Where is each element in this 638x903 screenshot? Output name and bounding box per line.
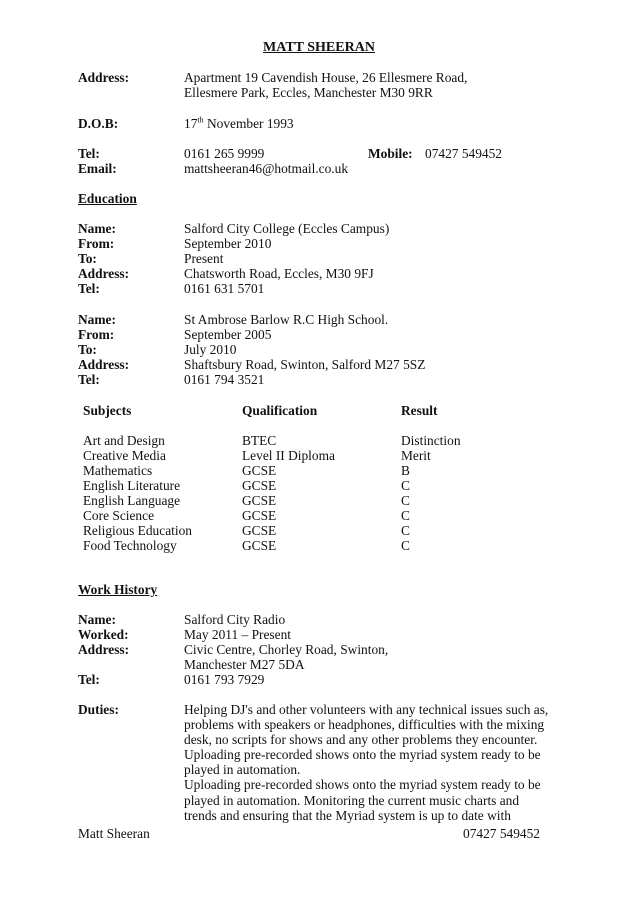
work-tel-label: Tel:: [78, 672, 100, 687]
work-history-heading: Work History: [78, 582, 158, 597]
education-heading: Education: [78, 191, 137, 206]
duties-paragraph: Uploading pre-recorded shows onto the myriad system ready to be played in automation. Monitoring the current music charts and trends and ensuring that the Myriad system is up to date with: [184, 777, 541, 823]
subject-cell: Food Technology: [83, 538, 177, 553]
school-address-label: Address:: [78, 357, 130, 372]
school-tel: 0161 794 3521: [184, 372, 265, 387]
work-worked: May 2011 – Present: [184, 627, 291, 642]
result-cell: C: [401, 493, 410, 508]
school-name-label: Name:: [78, 312, 116, 327]
email-value[interactable]: mattsheeran46@hotmail.co.uk: [184, 161, 349, 176]
dob-suffix: th: [197, 115, 204, 125]
qualification-cell: Level II Diploma: [242, 448, 335, 463]
school-name-label: Name:: [78, 221, 116, 236]
school-to-label: To:: [78, 342, 97, 357]
tel-label: Tel:: [78, 146, 100, 161]
qualification-cell: BTEC: [242, 433, 277, 448]
duties-text: [184, 702, 554, 823]
work-address-line-1: Civic Centre, Chorley Road, Swinton,: [184, 642, 389, 657]
school-tel-label: Tel:: [78, 281, 100, 296]
school-to: Present: [184, 251, 224, 266]
qualification-cell: GCSE: [242, 538, 277, 553]
result-cell: Distinction: [401, 433, 461, 448]
school-from: September 2005: [184, 327, 272, 342]
school-to-label: To:: [78, 251, 97, 266]
work-address-line-2: Manchester M27 5DA: [184, 657, 305, 672]
tel-value: 0161 265 9999: [184, 146, 265, 161]
email-label: Email:: [78, 161, 117, 176]
address-line-1: Apartment 19 Cavendish House, 26 Ellesmere Road,: [184, 70, 468, 85]
result-cell: C: [401, 523, 410, 538]
school-name: St Ambrose Barlow R.C High School.: [184, 312, 389, 327]
work-tel: 0161 793 7929: [184, 672, 265, 687]
mobile-value: 07427 549452: [425, 146, 502, 161]
subject-cell: Core Science: [83, 508, 155, 523]
dob-value: [184, 116, 294, 131]
page-title: MATT SHEERAN: [263, 40, 375, 55]
work-name-label: Name:: [78, 612, 116, 627]
school-from-label: From:: [78, 327, 115, 342]
subject-cell: English Literature: [83, 478, 181, 493]
table-header-result: Result: [401, 403, 438, 418]
qualification-cell: GCSE: [242, 523, 277, 538]
footer-phone: 07427 549452: [463, 826, 540, 841]
table-header-qualification: Qualification: [242, 403, 318, 418]
school-address: Shaftsbury Road, Swinton, Salford M27 5SZ: [184, 357, 426, 372]
school-address-label: Address:: [78, 266, 130, 281]
work-address-label: Address:: [78, 642, 130, 657]
work-name: Salford City Radio: [184, 612, 286, 627]
result-cell: B: [401, 463, 410, 478]
school-address: Chatsworth Road, Eccles, M30 9FJ: [184, 266, 374, 281]
subject-cell: English Language: [83, 493, 181, 508]
school-name: Salford City College (Eccles Campus): [184, 221, 390, 236]
school-from-label: From:: [78, 236, 115, 251]
dob-day: 17: [184, 116, 198, 131]
footer-name: Matt Sheeran: [78, 826, 150, 841]
address-line-2: Ellesmere Park, Eccles, Manchester M30 9RR: [184, 85, 433, 100]
result-cell: C: [401, 508, 410, 523]
subject-cell: Creative Media: [83, 448, 166, 463]
subject-cell: Religious Education: [83, 523, 192, 538]
mobile-label: Mobile:: [368, 146, 413, 161]
subject-cell: Mathematics: [83, 463, 153, 478]
qualification-cell: GCSE: [242, 508, 277, 523]
school-tel: 0161 631 5701: [184, 281, 265, 296]
table-header-subjects: Subjects: [83, 403, 132, 418]
result-cell: C: [401, 478, 410, 493]
qualification-cell: GCSE: [242, 478, 277, 493]
duties-paragraph: Helping DJ's and other volunteers with any technical issues such as, problems with speakers or headphones, difficulties with the mixing desk, no scripts for shows and any other problems they encounter. Uploading pre-recorded shows onto the myriad system ready to be played in automation.: [184, 702, 549, 778]
address-label: Address:: [78, 70, 130, 85]
school-tel-label: Tel:: [78, 372, 100, 387]
qualification-cell: GCSE: [242, 493, 277, 508]
result-cell: C: [401, 538, 410, 553]
duties-label: Duties:: [78, 702, 119, 717]
dob-month-year: November 1993: [203, 116, 294, 131]
school-from: September 2010: [184, 236, 272, 251]
work-worked-label: Worked:: [78, 627, 129, 642]
subject-cell: Art and Design: [83, 433, 165, 448]
dob-label: D.O.B:: [78, 116, 119, 131]
result-cell: Merit: [401, 448, 431, 463]
school-to: July 2010: [184, 342, 237, 357]
qualification-cell: GCSE: [242, 463, 277, 478]
